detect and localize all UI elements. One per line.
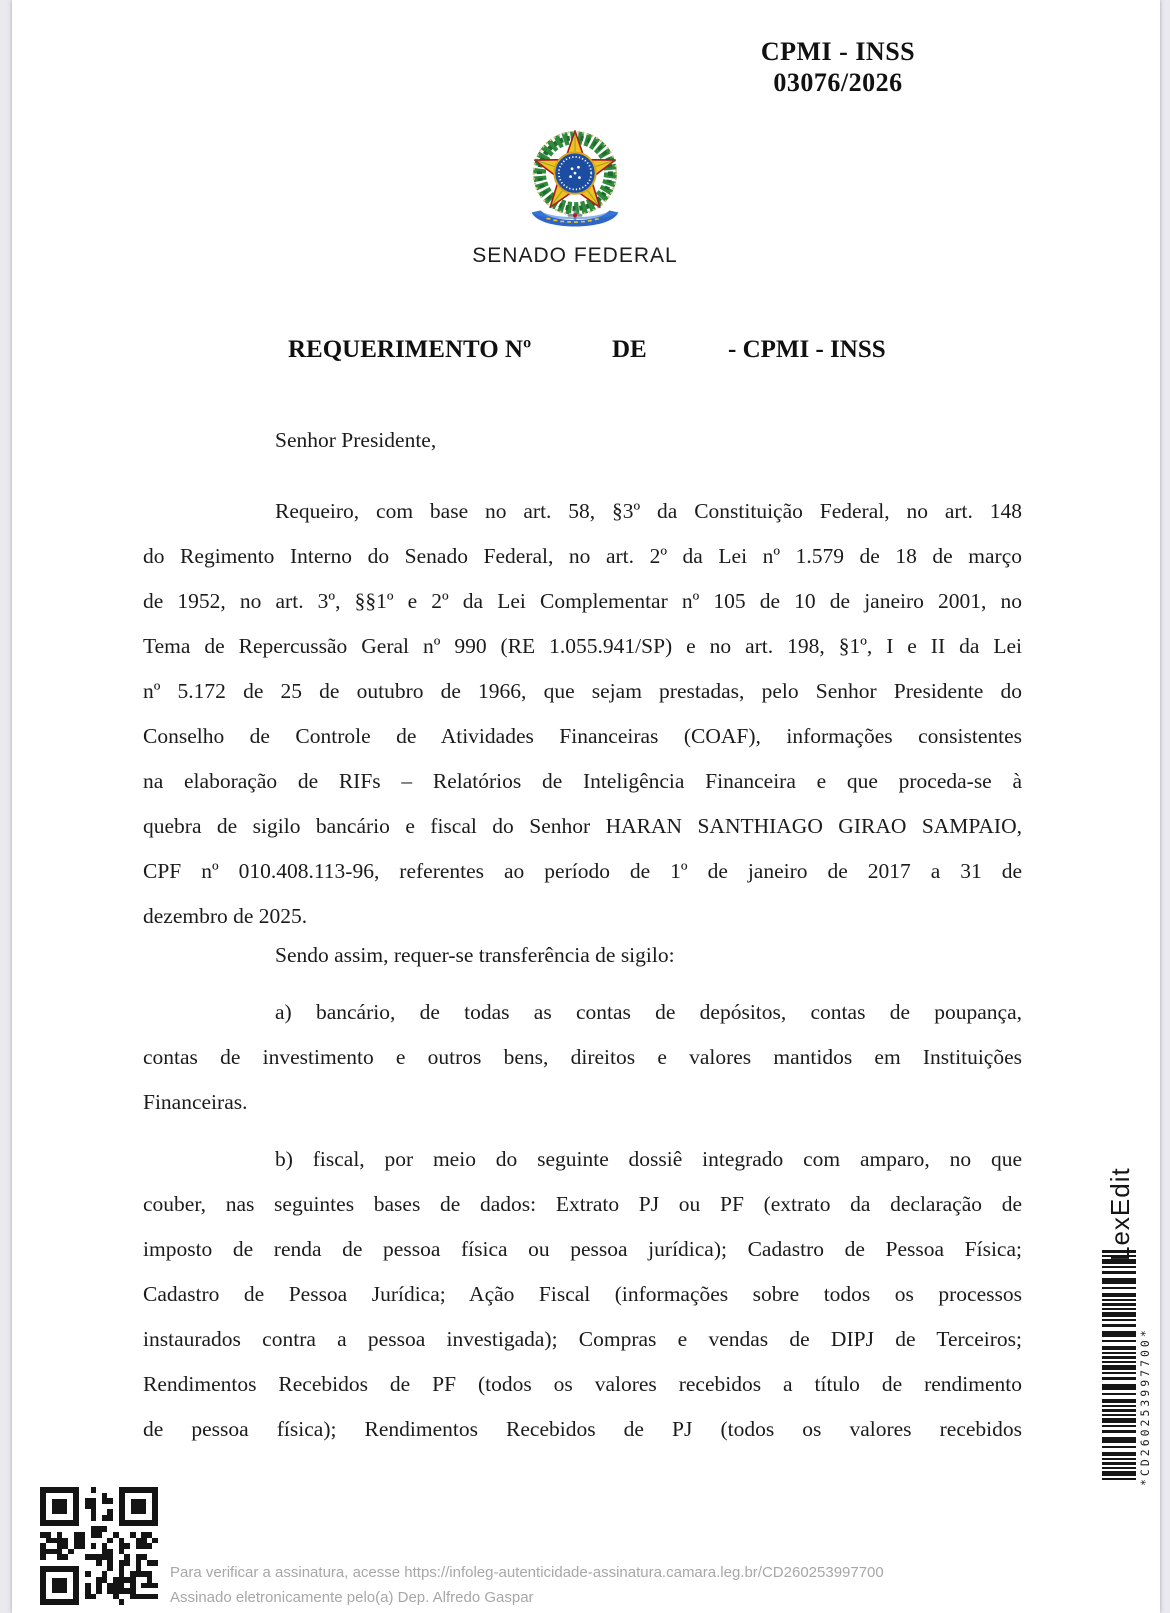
text-line: Rendimentos Recebidos de PF (todos os valores recebidos a título de rendimento bbox=[143, 1372, 1022, 1396]
commission-label: CPMI - INSS bbox=[760, 37, 916, 66]
text-line: de 1952, no art. 3º, §§1º e 2º da Lei Complementar nº 105 de 10 de janeiro 2001, no bbox=[143, 589, 1022, 613]
qr-finder-icon bbox=[40, 1487, 79, 1526]
text-line: dezembro de 2025. bbox=[143, 904, 308, 928]
signature-barcode-value: *CD260253997700* bbox=[1138, 1327, 1152, 1486]
paragraph-transfer-request: Sendo assim, requer-se transferência de sigilo: bbox=[275, 943, 675, 967]
document-body bbox=[143, 418, 1022, 1452]
brazil-coat-of-arms-icon bbox=[516, 124, 634, 242]
text-line: b) fiscal, por meio do seguinte dossiê integrado com amparo, no que bbox=[275, 1147, 1022, 1171]
text-line: do Regimento Interno do Senado Federal, no art. 2º da Lei nº 1.579 de 18 de março bbox=[143, 544, 1022, 568]
qr-code bbox=[40, 1487, 158, 1605]
text-line: CPF nº 010.408.113-96, referentes ao período de 1º de janeiro de 2017 a 31 de bbox=[143, 859, 1022, 883]
text-line: Financeiras. bbox=[143, 1090, 248, 1114]
text-line: a) bancário, de todas as contas de depósitos, contas de poupança, bbox=[275, 1000, 1022, 1024]
title-cpmi-inss: - CPMI - INSS bbox=[728, 336, 886, 363]
paragraph-item-a bbox=[143, 990, 1022, 1125]
qr-finder-icon bbox=[40, 1566, 79, 1605]
text-line: contas de investimento e outros bens, direitos e valores mantidos em Instituições bbox=[143, 1045, 1022, 1069]
title-de: DE bbox=[612, 336, 647, 363]
document-page bbox=[12, 0, 1160, 1613]
text-line: Requeiro, com base no art. 58, §3º da Constituição Federal, no art. 148 bbox=[275, 499, 1022, 523]
title-requerimento: REQUERIMENTO Nº bbox=[288, 336, 532, 363]
text-line: de pessoa física); Rendimentos Recebidos de PJ (todos os valores recebidos bbox=[143, 1417, 1022, 1441]
protocol-number: 03076/2026 bbox=[773, 68, 903, 97]
text-line: na elaboração de RIFs – Relatórios de Inteligência Financeira e que proceda-se à bbox=[143, 769, 1022, 793]
text-line: couber, nas seguintes bases de dados: Extrato PJ ou PF (extrato da declaração de bbox=[143, 1192, 1022, 1216]
paragraph-legal-basis bbox=[143, 489, 1022, 939]
paragraph-item-b bbox=[143, 1137, 1022, 1452]
text-line: Cadastro de Pessoa Jurídica; Ação Fiscal (informações sobre todos os processos bbox=[143, 1282, 1022, 1306]
text-line: Conselho de Controle de Atividades Financeiras (COAF), informações consistentes bbox=[143, 724, 1022, 748]
document-number-header bbox=[733, 36, 943, 98]
signed-by-text: Assinado eletronicamente pelo(a) Dep. Alfredo Gaspar bbox=[170, 1589, 534, 1606]
document-title bbox=[12, 336, 1160, 370]
salutation: Senhor Presidente, bbox=[275, 428, 437, 452]
text-line: nº 5.172 de 25 de outubro de 1966, que sejam prestadas, pelo Senhor Presidente do bbox=[143, 679, 1022, 703]
text-line: instaurados contra a pessoa investigada); Compras e vendas de DIPJ de Terceiros; bbox=[143, 1327, 1022, 1351]
signature-barcode bbox=[1102, 1250, 1152, 1486]
qr-finder-icon bbox=[119, 1487, 158, 1526]
lexedit-watermark: LexEdit bbox=[1105, 1167, 1135, 1261]
text-line: quebra de sigilo bancário e fiscal do Senhor HARAN SANTHIAGO GIRAO SAMPAIO, bbox=[143, 814, 1022, 838]
verify-signature-text: Para verificar a assinatura, acesse https://infoleg-autenticidade-assinatura.camara.leg.br/CD260253997700 bbox=[170, 1564, 884, 1581]
signature-barcode-bars bbox=[1102, 1250, 1136, 1486]
senado-federal-label: SENADO FEDERAL bbox=[472, 244, 678, 267]
text-line: Tema de Repercussão Geral nº 990 (RE 1.055.941/SP) e no art. 198, §1º, I e II da Lei bbox=[143, 634, 1022, 658]
signature-footer bbox=[170, 1560, 884, 1610]
text-line: imposto de renda de pessoa física ou pessoa jurídica); Cadastro de Pessoa Física; bbox=[143, 1237, 1022, 1261]
